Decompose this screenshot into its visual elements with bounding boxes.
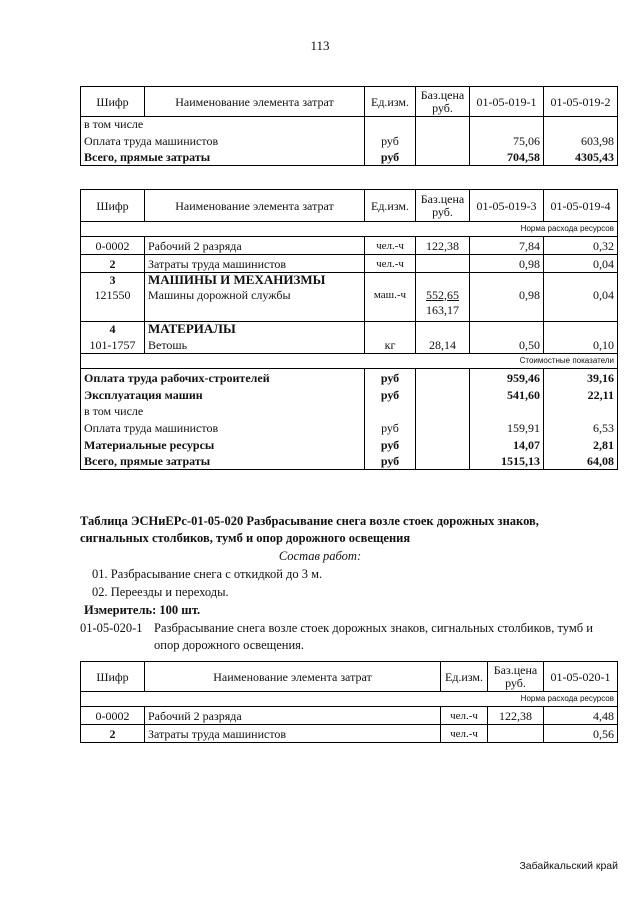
- row-unit: чел.-ч: [365, 237, 416, 255]
- row-name: Всего, прямые затраты: [81, 150, 365, 166]
- row-value: 4305,43: [544, 150, 618, 166]
- row-name: Рабочий 2 разряда: [145, 707, 441, 725]
- row-value: 603,98: [544, 132, 618, 150]
- row-code: 0-0002: [81, 707, 145, 725]
- row-price: 122,38: [416, 237, 470, 255]
- table-row: [81, 337, 618, 354]
- norma-row: [81, 692, 618, 707]
- row-unit: руб: [365, 150, 416, 166]
- total-row: [81, 454, 618, 470]
- section-title-line2: сигнальных столбиков, тумб и опор дорожного освещения: [80, 531, 411, 545]
- row-value: 6,53: [544, 419, 618, 437]
- row-unit: руб: [365, 132, 416, 150]
- table-1-header: [81, 87, 618, 117]
- table-3: [80, 661, 618, 743]
- row-unit: руб: [365, 369, 416, 387]
- row-name: Оплата труда рабочих-строителей: [81, 369, 365, 387]
- work-item-1: 01. Разбрасывание снега с откидкой до 3 м.: [92, 567, 323, 581]
- row-name: Оплата труда машинистов: [81, 132, 365, 150]
- table-row: [81, 150, 618, 166]
- item-line1: Разбрасывание снега возле стоек дорожных знаков, сигнальных столбиков, тумб и: [154, 621, 593, 635]
- table-3-header: [81, 662, 618, 692]
- row-value: 22,11: [544, 387, 618, 404]
- norma-row: [81, 222, 618, 237]
- row-value: 64,08: [544, 454, 618, 470]
- header-cell: Шифр: [81, 662, 145, 692]
- row-name: в том числе: [81, 117, 365, 132]
- row-name: Эксплуатация машин: [81, 387, 365, 404]
- section-code: 4: [81, 322, 145, 337]
- row-value: 7,84: [470, 237, 544, 255]
- row-value: 959,46: [470, 369, 544, 387]
- table-2: [80, 189, 618, 470]
- page-number: 113: [310, 38, 330, 53]
- header-cell: Наименование элемента затрат: [145, 87, 365, 117]
- row-price: 122,38: [488, 707, 544, 725]
- header-cell: Наименование элемента затрат: [145, 190, 365, 222]
- total-row: [81, 369, 618, 387]
- stoim-row: [81, 354, 618, 369]
- norma-label: Норма расхода ресурсов: [81, 222, 618, 237]
- section-title-line1: Таблица ЭСНиЕРс-01-05-020 Разбрасывание снега возле стоек дорожных знаков,: [80, 514, 539, 528]
- section-row: [81, 322, 618, 337]
- row-value: 159,91: [470, 419, 544, 437]
- row-code: 0-0002: [81, 237, 145, 255]
- table-2-header: [81, 190, 618, 222]
- row-value: 0,10: [544, 337, 618, 354]
- row-name: Материальные ресурсы: [81, 437, 365, 454]
- row-value: 75,06: [470, 132, 544, 150]
- sostav-label: Состав работ:: [278, 549, 362, 563]
- header-cell: Ед.изм.: [365, 87, 416, 117]
- row-value: 0,98: [470, 288, 544, 322]
- row-unit: руб: [365, 454, 416, 470]
- section-row: [81, 273, 618, 288]
- row-unit: руб: [365, 387, 416, 404]
- row-unit: кг: [365, 337, 416, 354]
- row-unit: руб: [365, 437, 416, 454]
- row-code: 121550: [81, 288, 145, 322]
- row-value: 0,56: [544, 725, 618, 743]
- row-value: 14,07: [470, 437, 544, 454]
- item-code: 01-05-020-1: [80, 621, 143, 635]
- item-line2: опор дорожного освещения.: [154, 638, 305, 652]
- row-value: 0,04: [544, 288, 618, 322]
- row-code: 101-1757: [81, 337, 145, 354]
- row-unit: маш.-ч: [365, 288, 416, 322]
- price-primary: 552,65: [426, 287, 459, 302]
- row-name: Затраты труда машинистов: [145, 725, 441, 743]
- row-unit: руб: [365, 419, 416, 437]
- table-row: [81, 117, 618, 132]
- row-value: 0,98: [470, 255, 544, 273]
- row-unit: чел.-ч: [441, 707, 488, 725]
- row-value: 4,48: [544, 707, 618, 725]
- table-row: [81, 288, 618, 322]
- section-code: 3: [81, 273, 145, 288]
- row-value: 0,50: [470, 337, 544, 354]
- row-name: Всего, прямые затраты: [81, 454, 365, 470]
- row-name: Рабочий 2 разряда: [145, 237, 365, 255]
- table-1: [80, 86, 618, 166]
- header-cell: 01-05-019-2: [544, 87, 618, 117]
- row-value: 541,60: [470, 387, 544, 404]
- row-value: 39,16: [544, 369, 618, 387]
- row-value: 2,81: [544, 437, 618, 454]
- row-value: 0,32: [544, 237, 618, 255]
- price-secondary: 163,17: [426, 302, 459, 317]
- row-unit: чел.-ч: [365, 255, 416, 273]
- stoim-label: Стоимостные показатели: [81, 354, 618, 369]
- row-name: в том числе: [81, 404, 365, 419]
- total-row: [81, 419, 618, 437]
- header-cell: Ед.изм.: [441, 662, 488, 692]
- table-row: [81, 725, 618, 743]
- row-value: 1515,13: [470, 454, 544, 470]
- total-row: [81, 387, 618, 404]
- row-code: 2: [81, 255, 145, 273]
- header-cell: Шифр: [81, 190, 145, 222]
- total-row: [81, 437, 618, 454]
- row-name: Затраты труда машинистов: [145, 255, 365, 273]
- header-cell: Наименование элемента затрат: [145, 662, 441, 692]
- table-row: [81, 255, 618, 273]
- row-name: Машины дорожной службы: [145, 288, 365, 322]
- row-price: 28,14: [416, 337, 470, 354]
- row-name: Ветошь: [145, 337, 365, 354]
- header-cell: 01-05-019-1: [470, 87, 544, 117]
- row-value: 704,58: [470, 150, 544, 166]
- table-row: [81, 132, 618, 150]
- header-cell: Баз.цена руб.: [416, 87, 470, 117]
- norma-label: Норма расхода ресурсов: [81, 692, 618, 707]
- work-item-2: 02. Переезды и переходы.: [92, 585, 229, 599]
- header-cell: 01-05-019-4: [544, 190, 618, 222]
- header-cell: Шифр: [81, 87, 145, 117]
- total-row: [81, 404, 618, 419]
- row-value: 0,04: [544, 255, 618, 273]
- footer-region: Забайкальский край: [519, 860, 618, 872]
- header-cell: 01-05-019-3: [470, 190, 544, 222]
- row-name: Оплата труда машинистов: [81, 419, 365, 437]
- row-price: [416, 288, 470, 322]
- row-code: 2: [81, 725, 145, 743]
- header-cell: Ед.изм.: [365, 190, 416, 222]
- header-cell: Баз.цена руб.: [488, 662, 544, 692]
- izmeritel: Измеритель: 100 шт.: [84, 603, 201, 617]
- header-cell: 01-05-020-1: [544, 662, 618, 692]
- table-row: [81, 237, 618, 255]
- row-unit: чел.-ч: [441, 725, 488, 743]
- table-row: [81, 707, 618, 725]
- header-cell: Баз.цена руб.: [416, 190, 470, 222]
- section-name: МАТЕРИАЛЫ: [145, 322, 365, 337]
- section-name: МАШИНЫ И МЕХАНИЗМЫ: [145, 273, 365, 288]
